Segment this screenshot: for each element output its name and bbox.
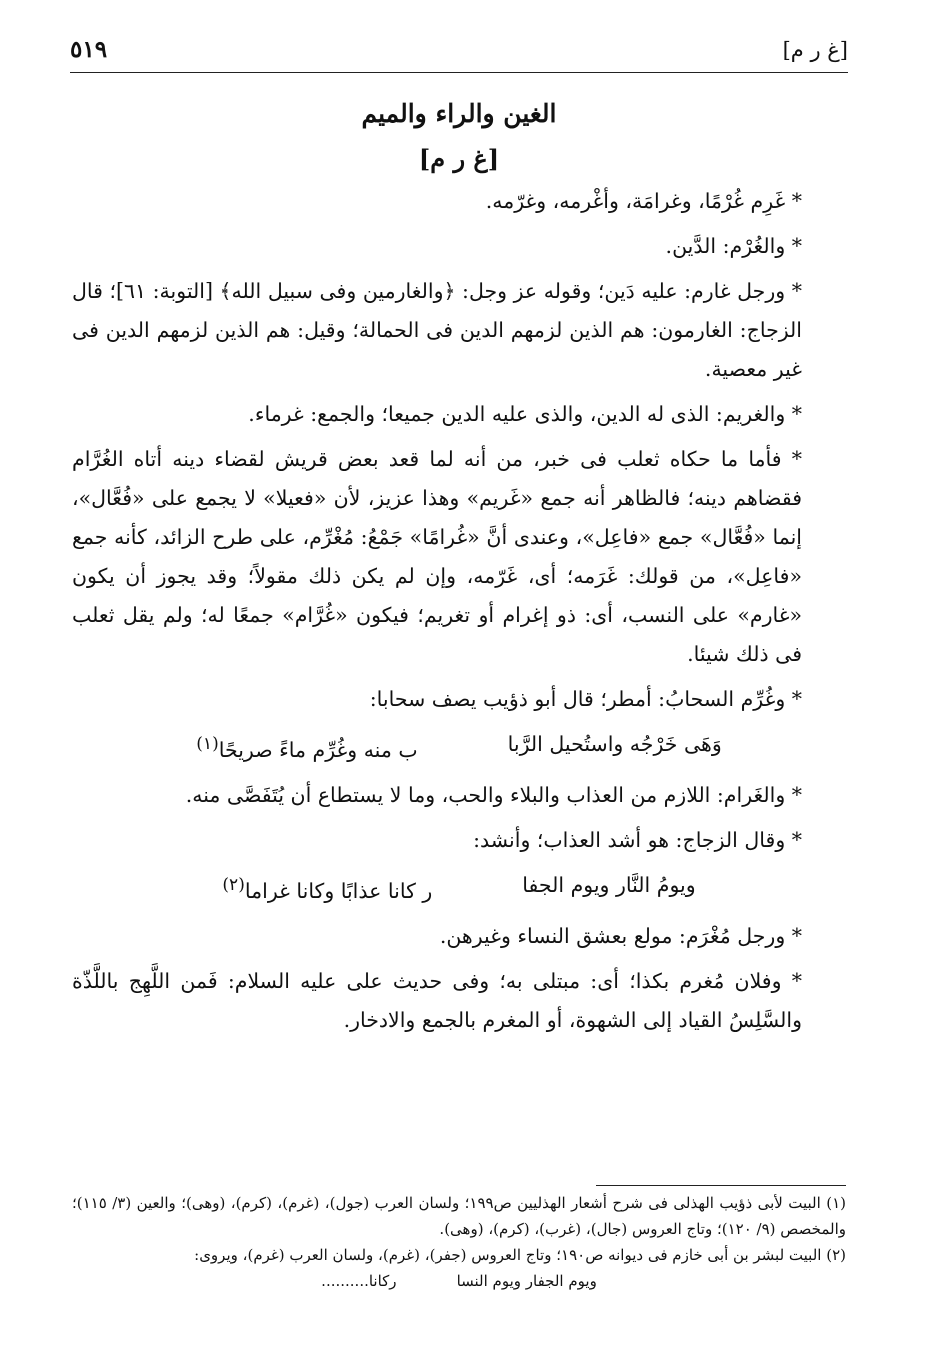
verse-first-hemistich: وَهَى خَرْجُه واستُحيل الرَّبا [507,732,722,756]
paragraph: * غَرِم غُرْمًا، وغرامَة، وأغْرمه، وغرّمه. [485,189,802,213]
chapter-title: الغين والراء والميم [361,99,557,128]
footnote-verse-second: ركانا.......... [321,1272,397,1290]
paragraph: * والغَرام: اللازم من العذاب والبلاء والحب، وما لا يستطاع أن يُتَفَصَّى منه. [185,782,802,807]
footnote-rule [596,1185,846,1186]
paragraph: * وفلان مُغرم بكذا؛ أى: مبتلى به؛ وفى حديث على عليه السلام: فَمن اللَّهِج باللَّذّة والسَّلِسُ القياد إلى الشهوة، أو المغرم بالجمع والادخار. [72,968,802,1032]
paragraph: * وقال الزجاج: هو أشد العذاب؛ وأنشد: [473,827,802,852]
footnote-marker: (٢) [222,874,245,895]
main-text [72,90,846,1046]
paragraph: * والغُرْم: الدَّين. [665,234,802,258]
verse-line [72,866,846,911]
paragraph: * فأما ما حكاه ثعلب فى خبر، من أنه لما قعد بعض قريش لقضاء دينه أتاه الغُرَّام فقضاهم دينه؛ فالظاهر أنه جمع «غَريم» وهذا عزيز، لأن «فعيلا» لا يجمع على «فُعَّال»، إنما «فُعَّال» جمع «فاعِل»، وعندى أنَّ «غُرامًا» جَمْعُ: مُغْرِّم، على طرح الزائد، كأنه جمع «فاعِل»، من قولك: غَرَمه؛ أى، غَرّمه، وإن لم يكن ذلك مقولاً؛ وقد يجوز أن يكون «غارم» على النسب، أى: ذو إغرام أو تغريم؛ فيكون «غُرَّام» جمعًا له؛ ولم يقل ثعلب فى ذلك شيئا. [72,447,802,666]
verse-text: ر كانا عذابًا وكانا غراما [244,878,433,903]
verse-second-hemistich [222,866,432,911]
verse-text: ب منه وغُرِّم ماءً صريحًا [218,737,418,762]
footnote-verse [72,1268,846,1294]
footnote-marker: (١) [196,734,219,754]
paragraph: * وغُرِّم السحابُ: أمطر؛ قال أبو ذؤيب يصف سحابا: [369,687,802,711]
footnotes [72,1190,846,1294]
paragraph: * ورجل مُغْرَم: مولع بعشق النساء وغيرهن. [439,923,802,948]
paragraph: * والغريم: الذى له الدين، والذى عليه الدين جميعا؛ والجمع: غرماء. [248,402,802,426]
footnote: (٢) البيت لبشر بن أبى خازم فى ديوانه ص١٩٠؛ وتاج العروس (جفر)، (غرم)، ولسان العرب (غرم)، ويروى: [194,1246,846,1264]
footnote-verse-first: ويوم الجفار ويوم النسا [456,1272,597,1290]
running-header [70,30,848,70]
header-rule [70,72,848,73]
paragraph: * ورجل غارم: عليه دَين؛ وقوله عز وجل: ﴿والغارمين وفى سبيل الله﴾ [التوبة: ٦١]؛ قال الزجاج: الغارمون: هم الذين لزمهم الدين فى الحمالة؛ وقيل: هم الذين لزمهم الدين فى غير معصية. [72,279,802,381]
entry-heading: [غ ر م] [418,144,500,173]
verse-line [72,725,846,770]
verse-first-hemistich: ويومُ النَّار ويوم الجفا [522,872,696,897]
verse-second-hemistich [196,725,417,770]
section-label: [غ ر م] [782,38,848,62]
footnote: (١) البيت لأبى ذؤيب الهذلى فى شرح أشعار الهذليين ص١٩٩؛ ولسان العرب (جول)، (غرم)، (كرم)، (وهى)؛ والعين (٣/ ١١٥)؛ والمخصص (٩/ ١٢٠)؛ وتاج العروس (جال)، (غرب)، (كرم)، (وهى). [72,1194,846,1238]
page-number: ٥١٩ [70,36,108,63]
